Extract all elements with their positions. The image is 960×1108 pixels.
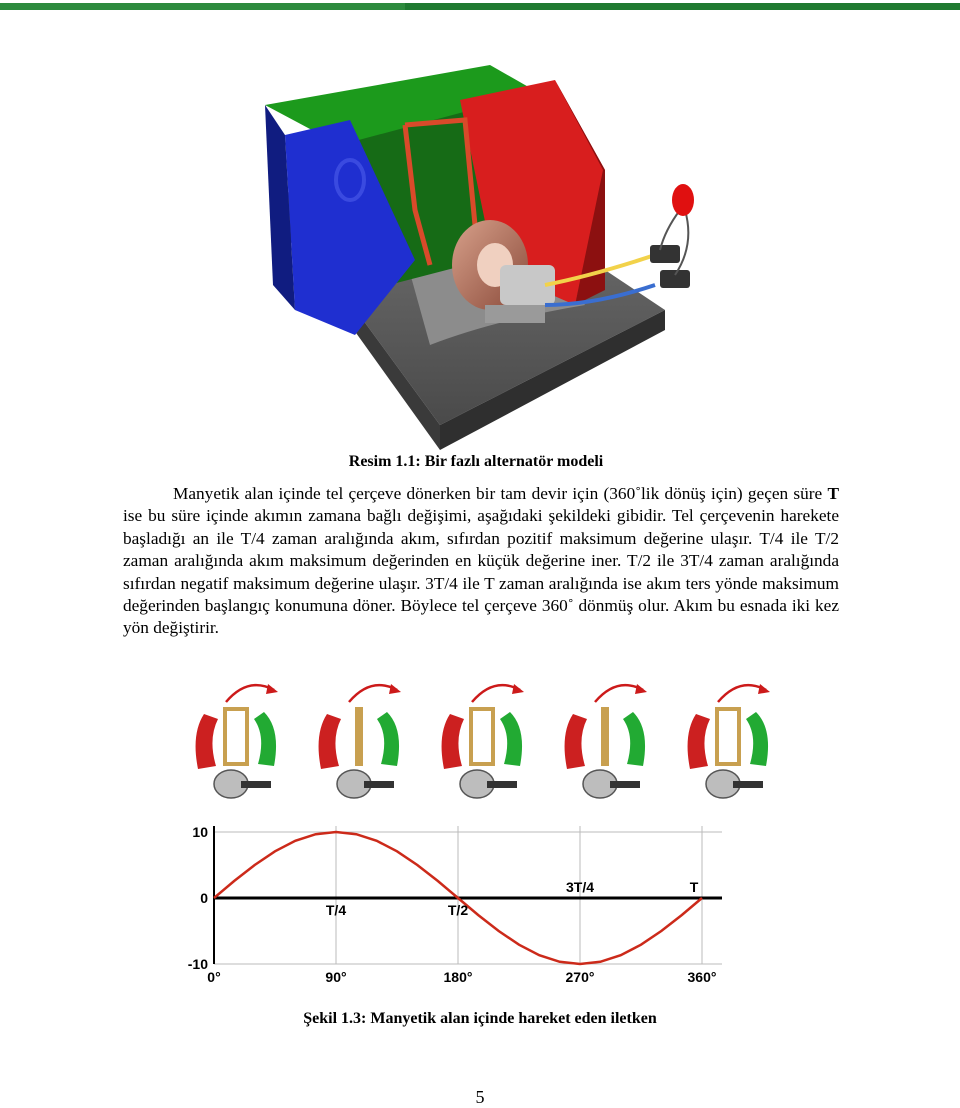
coil-loop <box>471 709 493 764</box>
coil-loop <box>225 709 247 764</box>
coil-loop <box>357 709 361 764</box>
paragraph-text-1: Manyetik alan içinde tel çerçeve dönerken bir tam devir için (360˚lik dönüş için) geçen süre <box>173 484 828 503</box>
y-tick-label: -10 <box>187 956 208 972</box>
rotation-arrowhead-icon <box>635 684 647 694</box>
rotation-arrowhead-icon <box>389 684 401 694</box>
brush-holder-base <box>485 305 545 323</box>
coil-loop <box>717 709 739 764</box>
brush-bar <box>364 781 394 788</box>
lamp-leads <box>660 210 688 275</box>
y-tick-label: 10 <box>192 824 208 840</box>
x-tick-label: 0° <box>207 969 221 985</box>
x-tick-label: 180° <box>443 969 473 985</box>
coil-loop <box>603 709 607 764</box>
page-number: 5 <box>475 1087 485 1107</box>
left-pole <box>196 714 218 769</box>
body-paragraph <box>123 483 839 640</box>
y-tick-label: 0 <box>200 890 208 906</box>
figure2-caption: Şekil 1.3: Manyetik alan içinde hareket eden iletken <box>303 1010 657 1027</box>
brush-bar <box>733 781 763 788</box>
right-pole <box>500 712 522 766</box>
period-annotation: T <box>689 879 699 895</box>
brush-bar <box>487 781 517 788</box>
paragraph-text-2: ise bu süre içinde akımın zamana bağlı değişimi, aşağıdaki şekildeki gibidir. Tel çerçevenin harekete başladığı an ile T/4 zaman aralığında akım, sıfırdan pozitif maksimum değerine ulaşır. T/4 ile T/2 zaman aralığında akım maksimum değerinden en küçük değerine iner. T/2 ile 3T/4 zaman aralığında sıfırdan negatif maksimum değerine ulaşır. 3T/4 ile T zaman aralığında ise akım ters yönde maksimum değerinden başlangıç konumuna döner. Böylece tel çerçeve 360˚ dönmüş olur. Akım bu esnada iki kez yön değiştirir. <box>123 506 839 638</box>
figure1-caption: Resim 1.1: Bir fazlı alternatör modeli <box>348 453 604 470</box>
left-pole <box>442 714 464 769</box>
period-annotation: T/2 <box>447 902 469 918</box>
rotation-frame <box>688 684 770 798</box>
right-pole <box>254 712 276 766</box>
rotation-frame <box>319 684 401 798</box>
rotation-arrowhead-icon <box>512 684 524 694</box>
coil-rotation-frames <box>186 674 786 814</box>
lamp <box>672 184 694 216</box>
terminal-block-2 <box>660 270 690 288</box>
rotation-frame <box>442 684 524 798</box>
rotation-arrowhead-icon <box>758 684 770 694</box>
sine-wave-chart <box>180 808 780 1008</box>
x-tick-label: 270° <box>565 969 595 985</box>
terminal-block-1 <box>650 245 680 263</box>
left-pole <box>565 714 587 769</box>
rotation-arrowhead-icon <box>266 684 278 694</box>
period-annotation: T/4 <box>325 902 347 918</box>
top-accent-bar <box>0 0 960 10</box>
brush-bar <box>241 781 271 788</box>
left-pole <box>319 714 341 769</box>
paragraph-bold-t: T <box>827 484 839 503</box>
x-tick-label: 360° <box>687 969 717 985</box>
x-tick-label: 90° <box>325 969 347 985</box>
rotation-frame <box>565 684 647 798</box>
brush-bar <box>610 781 640 788</box>
top-accent-bar-right <box>405 3 960 10</box>
right-pole <box>746 712 768 766</box>
period-annotation: 3T/4 <box>565 879 595 895</box>
top-accent-bar-left <box>0 3 405 10</box>
left-pole <box>688 714 710 769</box>
alternator-model-illustration <box>255 60 695 450</box>
rotation-frame <box>196 684 278 798</box>
right-pole <box>623 712 645 766</box>
right-pole <box>377 712 399 766</box>
